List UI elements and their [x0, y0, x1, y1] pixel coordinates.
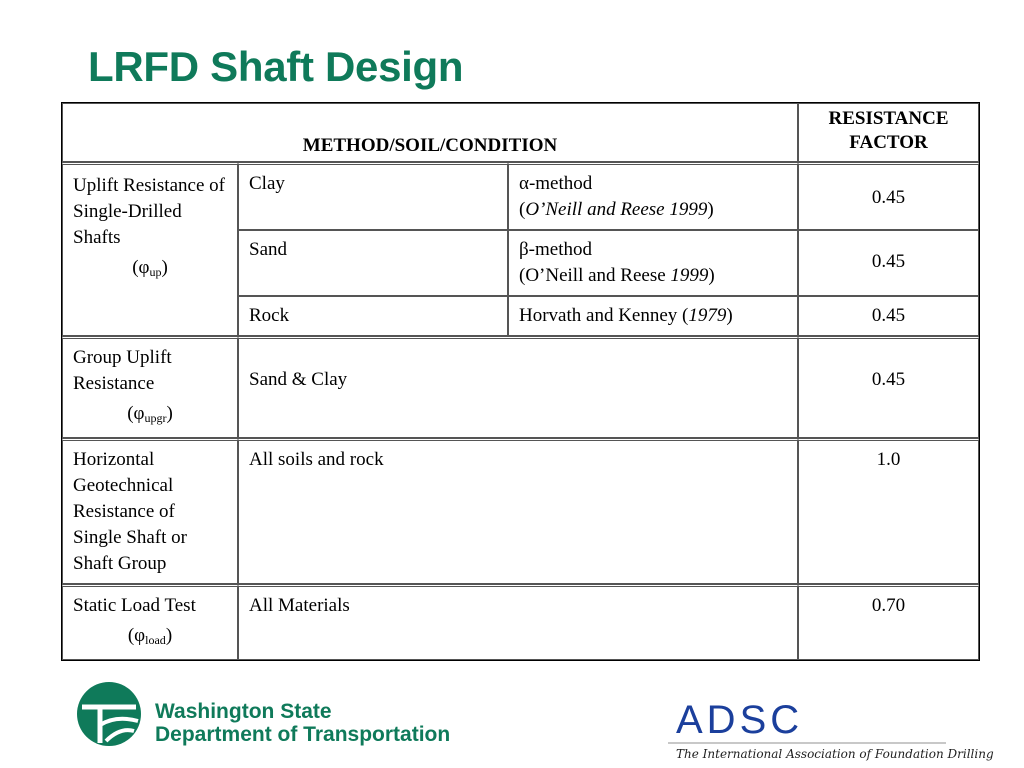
factor-cell: 0.70 [798, 584, 979, 660]
uplift-phi: $(\varphi_{up})$ [132, 257, 168, 279]
resistance-factor-header-line1: RESISTANCE [828, 108, 949, 129]
slide-title: LRFD Shaft Design [88, 43, 464, 90]
soil-cell: Sand [238, 230, 508, 296]
static-load-phi: $(\varphi_{load})$ [127, 625, 173, 647]
resistance-factor-header [798, 103, 979, 162]
soil-cell: Rock [238, 296, 508, 336]
method-header: METHOD/SOIL/CONDITION [62, 103, 798, 162]
condition-cell: All soils and rock [238, 438, 798, 584]
uplift-label: Uplift Resistance of Single-Drilled Shafts [73, 175, 225, 248]
group-uplift-phi: $(\varphi_{upgr})$ [127, 403, 173, 425]
soil-cell: Clay [238, 162, 508, 230]
method-cell: β-method (O’Neill and Reese 1999) [508, 230, 798, 296]
table-header-row [62, 103, 979, 162]
wsdot-line2: Department of Transportation [155, 723, 451, 746]
method-cell: α-method (O’Neill and Reese 1999) [508, 162, 798, 230]
adsc-divider [668, 742, 946, 744]
factor-cell: 0.45 [798, 230, 979, 296]
condition-cell: All Materials [238, 584, 798, 660]
table-row [62, 438, 979, 584]
condition-cell: Sand & Clay [238, 336, 798, 438]
factor-cell: 1.0 [798, 438, 979, 584]
wsdot-line1: Washington State [155, 700, 332, 723]
static-load-label-cell [62, 584, 238, 660]
resistance-factor-table [61, 102, 980, 661]
method-cell: Horvath and Kenney (1979) [508, 296, 798, 336]
wsdot-wordmark [155, 700, 450, 746]
adsc-tagline: The International Association of Foundation Drilling [676, 747, 994, 761]
factor-cell: 0.45 [798, 336, 979, 438]
table-row [62, 336, 979, 438]
uplift-label-cell [62, 162, 238, 336]
group-uplift-label-cell [62, 336, 238, 438]
resistance-factor-header-line2: FACTOR [849, 132, 928, 153]
adsc-logo: ADSC [676, 698, 804, 742]
group-uplift-label: Group Uplift Resistance [73, 347, 172, 394]
table-row [62, 584, 979, 660]
factor-cell: 0.45 [798, 162, 979, 230]
factor-cell: 0.45 [798, 296, 979, 336]
horizontal-label-cell: Horizontal Geotechnical Resistance of Single Shaft or Shaft Group [62, 438, 238, 584]
static-load-label: Static Load Test [73, 595, 196, 616]
wsdot-logo-icon [76, 681, 142, 747]
table-row [62, 162, 979, 230]
